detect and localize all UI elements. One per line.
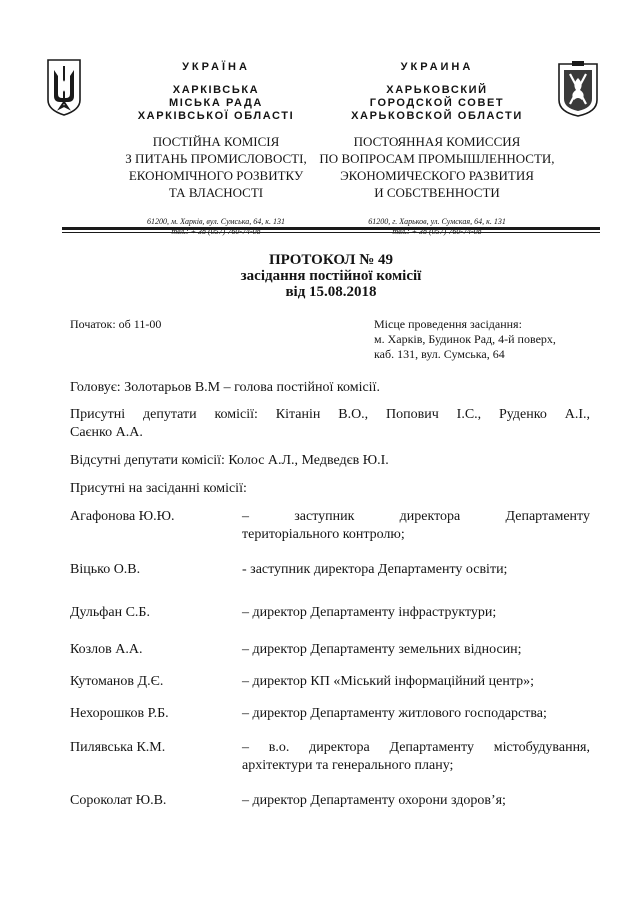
venue-line: каб. 131, вул. Сумська, 64 bbox=[374, 347, 505, 361]
protocol-title bbox=[62, 252, 600, 300]
attendee-role: – директор Департаменту житлового господарства; bbox=[242, 706, 547, 721]
committee-name-ru bbox=[314, 133, 560, 201]
country-name-ru: УКРАИНА bbox=[400, 61, 474, 73]
attendee-role: – директор Департаменту інфраструктури; bbox=[242, 605, 497, 620]
attendee-name: Козлов А.А. bbox=[70, 642, 143, 657]
council-name-ua bbox=[98, 84, 334, 123]
address-line: 61200, г. Харьков, ул. Сумская, 64, к. 131 bbox=[368, 217, 506, 226]
attendee-name: Сороколат Ю.В. bbox=[70, 793, 167, 808]
attendee-role: - заступник директора Департаменту освіти; bbox=[242, 562, 508, 577]
council-line: ХАРЬКОВСКОЙ ОБЛАСТИ bbox=[351, 110, 523, 122]
ukraine-trident-emblem-icon bbox=[46, 58, 82, 116]
council-line: ХАРКІВСЬКОЇ ОБЛАСТІ bbox=[137, 110, 295, 122]
meeting-start-time: Початок: об 11-00 bbox=[70, 317, 162, 331]
attendee-name: Агафонова Ю.Ю. bbox=[70, 509, 175, 524]
letterhead-ukrainian bbox=[98, 60, 334, 237]
protocol-date: від 15.08.2018 bbox=[285, 284, 377, 300]
role-line: архітектури та генерального плану; bbox=[242, 758, 454, 773]
attendee-role: – директор Департаменту охорони здоров’я; bbox=[242, 793, 506, 808]
committee-line: И СОБСТВЕННОСТИ bbox=[374, 185, 500, 200]
address-line: 61200, м. Харків, вул. Сумська, 64, к. 131 bbox=[147, 217, 285, 226]
attendee-name: Кутоманов Д.Є. bbox=[70, 674, 164, 689]
attendee-role bbox=[242, 739, 590, 775]
council-line: МІСЬКА РАДА bbox=[169, 97, 263, 109]
venue-line: Місце проведення засідання: bbox=[374, 317, 522, 331]
role-line: – в.о. директора Департаменту містобудування, bbox=[242, 740, 590, 755]
committee-line: ПОСТОЯННАЯ КОМИССИЯ bbox=[353, 134, 521, 149]
chairperson-line: Головує: Золотарьов В.М – голова постійної комісії. bbox=[70, 380, 380, 395]
council-line: ГОРОДСКОЙ СОВЕТ bbox=[369, 97, 505, 109]
protocol-subtitle: засідання постійної комісії bbox=[240, 268, 422, 284]
committee-line: ЕКОНОМІЧНОГО РОЗВИТКУ bbox=[128, 168, 304, 183]
attendee-name: Дульфан С.Б. bbox=[70, 605, 150, 620]
absent-deputies: Відсутні депутати комісії: Колос А.Л., Медведєв Ю.І. bbox=[70, 453, 389, 468]
country-name-ua: УКРАЇНА bbox=[182, 61, 250, 73]
attendee-name: Нехорошков Р.Б. bbox=[70, 706, 169, 721]
committee-line: ТА ВЛАСНОСТІ bbox=[168, 185, 264, 200]
committee-line: ЭКОНОМИЧЕСКОГО РАЗВИТИЯ bbox=[340, 168, 534, 183]
letterhead-divider-thin bbox=[62, 232, 600, 233]
present-deputies-line: Присутні депутати комісії: Кітанін В.О., Попович І.С., Руденко А.І., bbox=[70, 407, 590, 422]
role-line: – заступник директора Департаменту bbox=[242, 509, 590, 524]
role-line: територіального контролю; bbox=[242, 527, 405, 542]
council-name-ru bbox=[314, 84, 560, 123]
attendees-heading: Присутні на засіданні комісії: bbox=[70, 481, 247, 496]
committee-line: З ПИТАНЬ ПРОМИСЛОВОСТІ, bbox=[125, 151, 307, 166]
attendee-role: – директор Департаменту земельних відносин; bbox=[242, 642, 522, 657]
committee-line: ПОСТІЙНА КОМІСІЯ bbox=[152, 134, 280, 149]
letterhead-russian bbox=[314, 60, 560, 237]
council-line: ХАРЬКОВСКИЙ bbox=[386, 84, 488, 96]
protocol-number: ПРОТОКОЛ № 49 bbox=[268, 252, 394, 268]
committee-line: ПО ВОПРОСАМ ПРОМЫШЛЕННОСТИ, bbox=[319, 151, 555, 166]
attendee-role: – директор КП «Міський інформаційний центр»; bbox=[242, 674, 534, 689]
letterhead-divider bbox=[62, 227, 600, 230]
attendee-name: Віцько О.В. bbox=[70, 562, 141, 577]
attendee-role bbox=[242, 508, 590, 544]
attendee-name: Пилявська К.М. bbox=[70, 740, 166, 755]
present-deputies-line: Саєнко А.А. bbox=[70, 425, 143, 440]
venue-line: м. Харків, Будинок Рад, 4-й поверх, bbox=[374, 332, 556, 346]
committee-name-ua bbox=[98, 133, 334, 201]
kharkiv-coat-of-arms-icon bbox=[556, 60, 600, 118]
meeting-venue bbox=[374, 317, 600, 362]
present-deputies bbox=[70, 406, 590, 442]
council-line: ХАРКІВСЬКА bbox=[172, 84, 260, 96]
